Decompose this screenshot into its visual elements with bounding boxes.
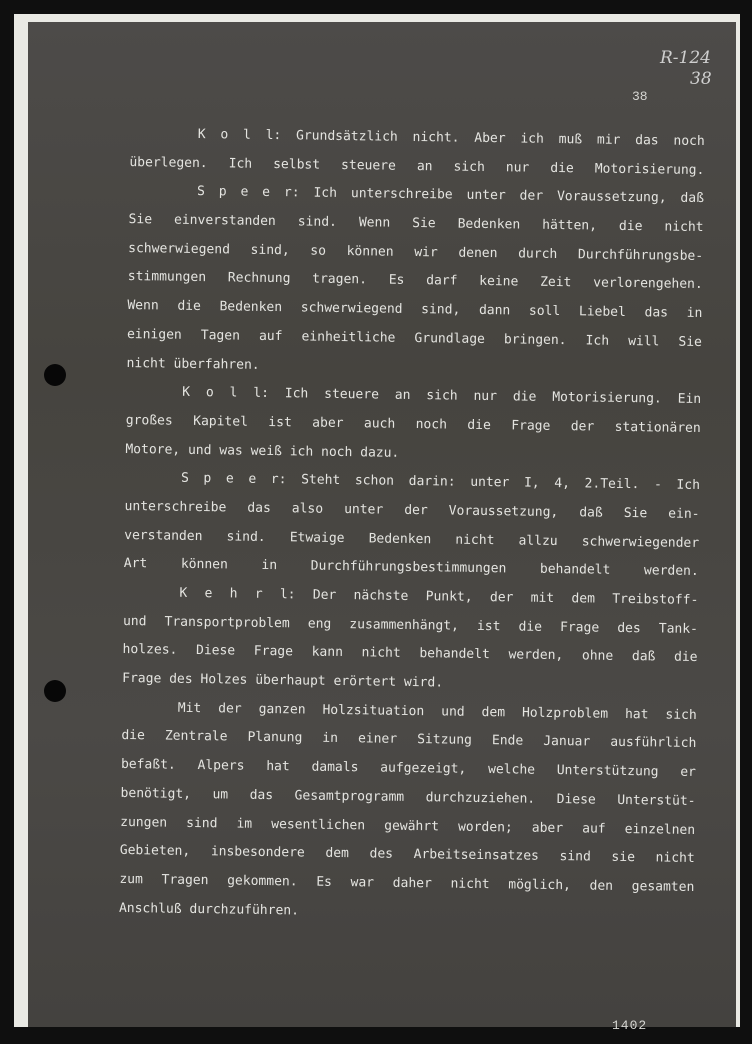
punch-hole-bottom: [44, 680, 66, 702]
text-line: S p e e r: Steht schon darin: unter I, 4, 2.Teil. - Ich: [180, 470, 701, 494]
text-line: zum Tragen gekommen. Es war daher nicht möglich, den gesamten: [119, 871, 695, 895]
text-line: K o l l: Grundsätzlich nicht. Aber ich muß mir das noch: [197, 126, 705, 150]
text-line: Sie einverstanden sind. Wenn Sie Bedenken hätten, die nicht: [128, 212, 704, 236]
punch-hole-top: [44, 364, 66, 386]
text-line: holzes. Diese Frage kann nicht behandelt werden, ohne daß die: [122, 642, 698, 666]
text-line: unterschreibe das also unter der Voraussetzung, daß Sie ein-: [124, 498, 700, 522]
text-line: Wenn die Bedenken schwerwiegend sind, dann soll Liebel das in: [127, 298, 703, 322]
text-line: die Zentrale Planung in einer Sitzung Ende Januar ausführlich: [121, 728, 697, 752]
text-line: K e h r l: Der nächste Punkt, der mit dem Treibstoff-: [179, 585, 699, 608]
text-line: Motore, und was weiß ich noch dazu.: [125, 441, 400, 461]
text-line: schwerwiegend sind, so können wir denen durch Durchführungsbe-: [128, 240, 704, 264]
text-line: überlegen. Ich selbst steuere an sich nur die Motorisierung.: [129, 154, 705, 178]
text-line: einigen Tagen auf einheitliche Grundlage bringen. Ich will Sie: [126, 326, 703, 350]
text-line: Art können in Durchführungsbestimmungen behandelt werden.: [123, 556, 699, 580]
bottom-page-number: 1402: [612, 1018, 648, 1033]
text-line: befaßt. Alpers hat damals aufgezeigt, welche Unterstützung er: [120, 757, 697, 781]
archive-reference-page: 38: [690, 69, 712, 89]
text-line: verstanden sind. Etwaige Bedenken nicht allzu schwerwiegender: [124, 527, 700, 551]
text-line: stimmungen Rechnung tragen. Es darf keine Zeit verlorengehen.: [127, 269, 703, 293]
text-line: Gebieten, insbesondere dem des Arbeitseinsatzes sind sie nicht: [119, 843, 695, 867]
transcript-body: [119, 120, 705, 931]
archive-reference: R-124: [660, 48, 711, 68]
text-line: großes Kapitel ist aber auch noch die Frage der stationären: [125, 412, 701, 436]
text-line: Mit der ganzen Holzsituation und dem Holzproblem hat sich: [177, 700, 697, 723]
text-line: K o l l: Ich steuere an sich nur die Motorisierung. Ein: [182, 384, 702, 408]
text-line: nicht überfahren.: [126, 355, 260, 373]
text-line: Frage des Holzes überhaupt erörtert wird.: [122, 671, 444, 691]
text-line: Anschluß durchzuführen.: [118, 900, 300, 918]
text-line: und Transportproblem eng zusammenhängt, ist die Frage des Tank-: [122, 613, 699, 637]
text-line: benötigt, um das Gesamtprogramm durchzuziehen. Diese Unterstüt-: [120, 785, 696, 809]
text-line: zungen sind im wesentlichen gewährt worden; aber auf einzelnen: [120, 814, 696, 838]
page-number: 38: [632, 89, 648, 104]
text-line: S p e e r: Ich unterschreibe unter der Voraussetzung, daß: [196, 184, 705, 207]
